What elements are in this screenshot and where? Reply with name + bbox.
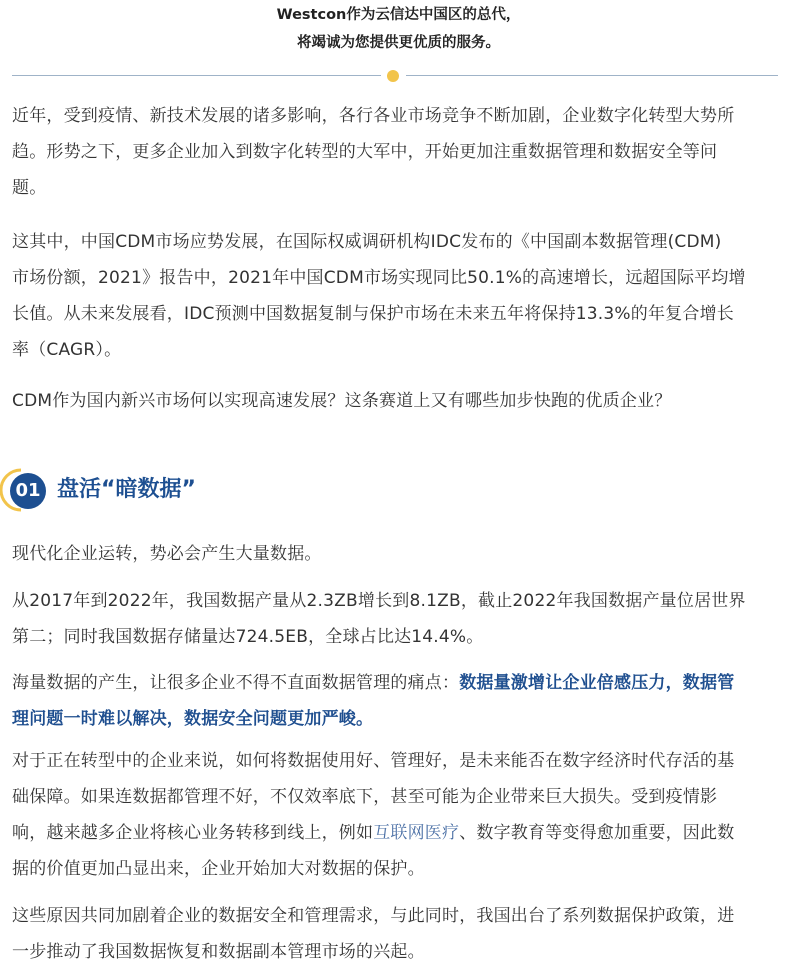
paragraph-line: 据的价值更加凸显出来，企业开始加大对数据的保护。 [12, 859, 425, 879]
section-title: 盘活“暗数据” [57, 477, 196, 502]
internet-medical-link[interactable]: 互联网医疗 [373, 823, 460, 843]
pain-points-highlight: 数据量激增让企业倍感压力，数据管 [459, 673, 735, 693]
paragraph-line: 础保障。如果连数据都管理不好，不仅效率底下，甚至可能为企业带来巨大损失。受到疫情影 [12, 787, 718, 807]
divider-right [406, 75, 778, 76]
paragraph-cdm-market [12, 224, 782, 368]
paragraph-line: 市场份额，2021》报告中，2021年中国CDM市场实现同比50.1%的高速增长，远超国际平均增 [12, 268, 746, 288]
paragraph-line: 一步推动了我国数据恢复和数据副本管理市场的兴起。 [12, 942, 425, 962]
divider-dot [387, 70, 399, 82]
paragraph-line: 题。 [12, 178, 47, 198]
section-heading [0, 466, 400, 514]
paragraph-intro [12, 98, 782, 206]
paragraph-line [12, 815, 782, 851]
line-text: 、数字教育等变得愈加重要，因此数 [459, 823, 735, 843]
paragraph-line [12, 665, 782, 701]
paragraph-pain-points [12, 665, 782, 737]
paragraph-line: 这其中，中国CDM市场应势发展，在国际权威调研机构IDC发布的《中国副本数据管理(CDM) [12, 232, 722, 252]
paragraph-question [12, 383, 782, 419]
paragraph-data-volume-intro [12, 536, 782, 572]
paragraph-line: CDM作为国内新兴市场何以实现高速发展？这条赛道上又有哪些加步快跑的优质企业？ [12, 391, 672, 411]
paragraph-line: 从2017年到2022年，我国数据产量从2.3ZB增长到8.1ZB，截止2022年我国数据产量位居世界 [12, 591, 746, 611]
paragraph-line: 这些原因共同加剧着企业的数据安全和管理需求，与此同时，我国出台了系列数据保护政策，进 [12, 906, 735, 926]
divider-left [12, 75, 381, 76]
paragraph-line: 长值。从未来发展看，IDC预测中国数据复制与保护市场在未来五年将保持13.3%的年复合增长 [12, 304, 734, 324]
intro-line-2: 将竭诚为您提供更优质的服务。 [297, 35, 500, 51]
paragraph-data-stats [12, 583, 782, 655]
paragraph-line: 率（CAGR）。 [12, 340, 122, 360]
paragraph-line: 第二；同时我国数据存储量达724.5EB，全球占比达14.4%。 [12, 627, 484, 647]
paragraph-policy [12, 898, 782, 970]
paragraph-line: 对于正在转型中的企业来说，如何将数据使用好、管理好，是未来能否在数字经济时代存活的基 [12, 751, 735, 771]
paragraph-line: 趋。形势之下，更多企业加入到数字化转型的大军中，开始更加注重数据管理和数据安全等问 [12, 142, 718, 162]
paragraph-line: 近年，受到疫情、新技术发展的诸多影响，各行各业市场竞争不断加剧，企业数字化转型大势所 [12, 106, 735, 126]
intro-line-1: Westcon作为云信达中国区的总代， [276, 7, 521, 23]
paragraph-transformation [12, 743, 782, 887]
section-number-badge: 01 [10, 473, 46, 509]
line-text: 响，越来越多企业将核心业务转移到线上，例如 [12, 823, 374, 843]
paragraph-line: 现代化企业运转，势必会产生大量数据。 [12, 544, 322, 564]
pain-points-highlight: 理问题一时难以解决，数据安全问题更加严峻。 [12, 709, 374, 729]
pain-points-lead: 海量数据的产生，让很多企业不得不直面数据管理的痛点： [12, 673, 460, 693]
